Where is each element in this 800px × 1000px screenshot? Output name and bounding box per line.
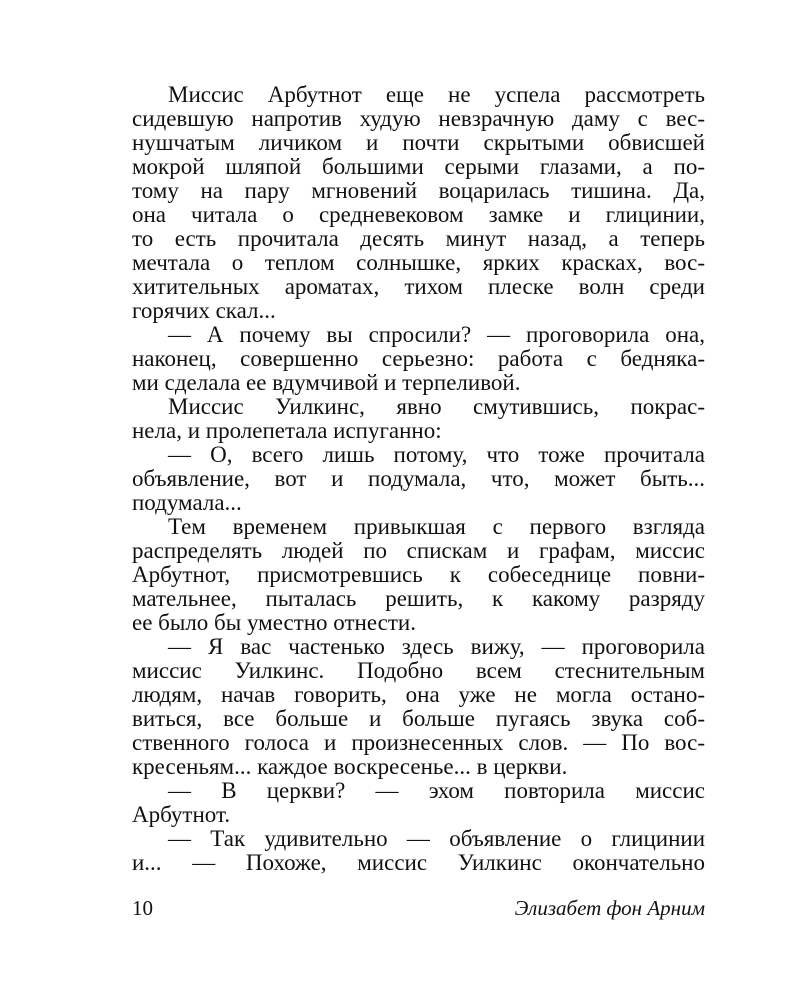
text-line: распределять людей по спискам и графам, миссис: [132, 538, 705, 563]
text-line: миссис Уилкинс. Подобно всем стеснительным: [132, 658, 705, 683]
text-line: Арбутнот.: [132, 802, 231, 827]
text-line: и... — Похоже, миссис Уилкинс окончательно: [132, 850, 705, 875]
text-line: объявление, вот и подумала, что, может быть...: [132, 466, 705, 491]
page-number: 10: [132, 896, 153, 920]
text-line: — О, всего лишь потому, что тоже прочитала: [168, 442, 705, 467]
text-line: она читала о средневековом замке и глицинии,: [132, 202, 705, 227]
text-line: мокрой шляпой большими серыми глазами, а по-: [132, 154, 705, 179]
text-line: — Так удивительно — объявление о глицинии: [168, 826, 705, 851]
text-line: — А почему вы спросили? — проговорила она,: [168, 322, 705, 347]
text-line: ственного голоса и произнесенных слов. — По вос-: [132, 730, 705, 755]
text-line: ее было бы уместно отнести.: [132, 610, 416, 635]
text-line: ми сделала ее вдумчивой и терпеливой.: [132, 370, 521, 395]
text-line: нушчатым личиком и почти скрытыми обвисшей: [132, 130, 705, 155]
text-line: подумала...: [132, 490, 242, 515]
text-line: горячих скал...: [132, 298, 276, 323]
page-footer: [132, 895, 705, 921]
text-line: Тем временем привыкшая с первого взгляда: [168, 514, 705, 539]
text-line: мательнее, пыталась решить, к какому разряду: [132, 586, 705, 611]
text-line: тому на пару мгновений воцарилась тишина. Да,: [132, 178, 705, 203]
text-line: людям, начав говорить, она уже не могла остано-: [132, 682, 705, 707]
text-line: виться, все больше и больше пугаясь звука соб-: [132, 706, 705, 731]
text-line: Миссис Уилкинс, явно смутившись, покрас-: [168, 394, 705, 419]
text-line: кресеньям... каждое воскресенье... в церкви.: [132, 754, 568, 779]
text-line: мечтала о теплом солнышке, ярких красках, вос-: [132, 250, 705, 275]
running-author: Элизабет фон Арним: [514, 896, 705, 920]
text-line: Арбутнот, присмотревшись к собеседнице повни-: [132, 562, 705, 587]
text-line: Миссис Арбутнот еще не успела рассмотреть: [168, 82, 705, 107]
text-line: то есть прочитала десять минут назад, а теперь: [132, 226, 705, 251]
book-page-text: [132, 83, 705, 875]
text-line: — Я вас частенько здесь вижу, — проговорила: [168, 634, 705, 659]
text-line: хитительных ароматах, тихом плеске волн среди: [132, 274, 705, 299]
text-line: наконец, совершенно серьезно: работа с бедняка-: [132, 346, 705, 371]
text-line: — В церкви? — эхом повторила миссис: [168, 778, 705, 803]
text-line: сидевшую напротив худую невзрачную даму с вес-: [132, 106, 705, 131]
text-line: нела, и пролепетала испуганно:: [132, 418, 442, 443]
